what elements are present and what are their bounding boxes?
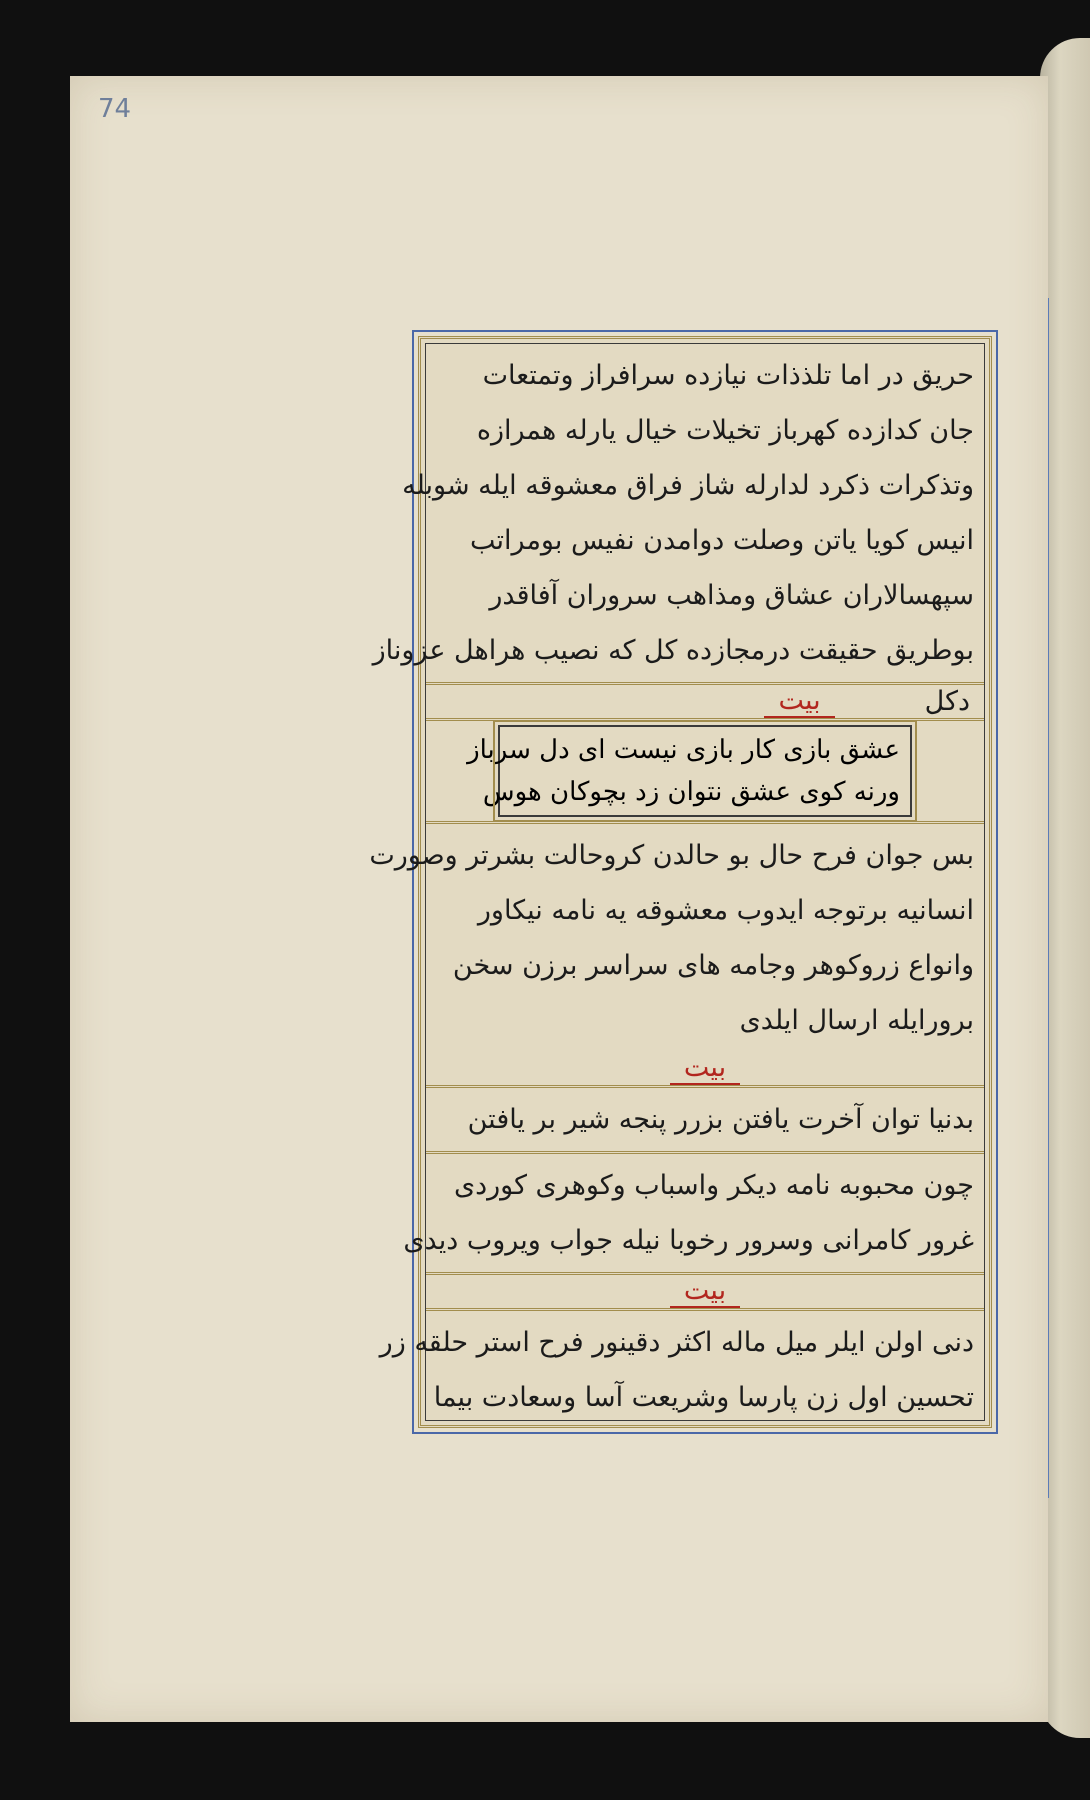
- prose-line: بوطریق حقیقت درمجازده کل که نصیب هراهل عزوناز: [372, 635, 974, 666]
- prose-line: تحسین اول زن پارسا وشریعت آسا وسعادت بیما: [433, 1382, 974, 1413]
- text-frame-inner: [369, 336, 992, 1428]
- prose-block-1: [372, 344, 984, 682]
- folio-number: 74: [98, 94, 132, 124]
- divider-rule: [426, 718, 984, 721]
- prose-line: بس جوان فرح حال بو حالدن کروحالت بشرتر وصورت: [369, 840, 974, 871]
- verse-heading-1: [426, 685, 984, 718]
- verse-heading-2: [426, 1052, 984, 1085]
- verse-line: عشق بازی کار بازی نیست ای دل سرباز: [467, 735, 900, 765]
- beyt-label: بیت: [670, 1052, 740, 1085]
- prose-line: سپهسالاران عشاق ومذاهب سروران آفاقدر: [489, 580, 974, 611]
- verse-heading-3: [426, 1275, 984, 1308]
- prose-line: وتذکرات ذکرد لدارله شاز فراق معشوقه ایله شوبله: [402, 470, 974, 501]
- beyt-label: بیت: [670, 1275, 740, 1308]
- heading-word: دکل: [924, 686, 970, 717]
- prose-block-2: [369, 824, 984, 1052]
- prose-line: دنی اولن ایلر میل ماله اکثر دقینور فرح استر حلقه زر: [379, 1327, 974, 1358]
- prose-line: انیس کویا یاتن وصلت دوامدن نفیس بومراتب: [470, 525, 974, 556]
- prose-line: برورایله ارسال ایلدی: [739, 1005, 974, 1036]
- verse-line: ورنه کوی عشق نتوان زد بچوکان هوس: [482, 777, 900, 807]
- prose-line: وانواع زروکوهر وجامه های سراسر برزن سخن: [452, 950, 974, 981]
- prose-line: غرور کامرانی وسرور رخوبا نیله جواب ویروب دیدی: [403, 1225, 974, 1256]
- verse-line-block-2: [426, 1088, 984, 1151]
- prose-line: چون محبوبه نامه دیکر واسباب وکوهری کوردی: [453, 1170, 974, 1201]
- prose-line: انسانیه برتوجه ایدوب معشوقه یه نامه نیکاور: [477, 895, 974, 926]
- text-frame: [369, 330, 998, 1434]
- verse-box-1: [467, 725, 912, 817]
- beyt-label: بیت: [764, 685, 834, 718]
- verse-line: بدنیا توان آخرت یافتن بزرر پنجه شیر بر یافتن: [467, 1104, 974, 1135]
- prose-block-3: [403, 1154, 984, 1272]
- prose-line: جان کدازده کهرباز تخیلات خیال یارله همرازه: [476, 415, 974, 446]
- text-block: [369, 343, 985, 1421]
- prose-block-4: [379, 1311, 984, 1429]
- prose-line: حریق در اما تلذذات نیازده سرافراز وتمتعات: [482, 360, 974, 391]
